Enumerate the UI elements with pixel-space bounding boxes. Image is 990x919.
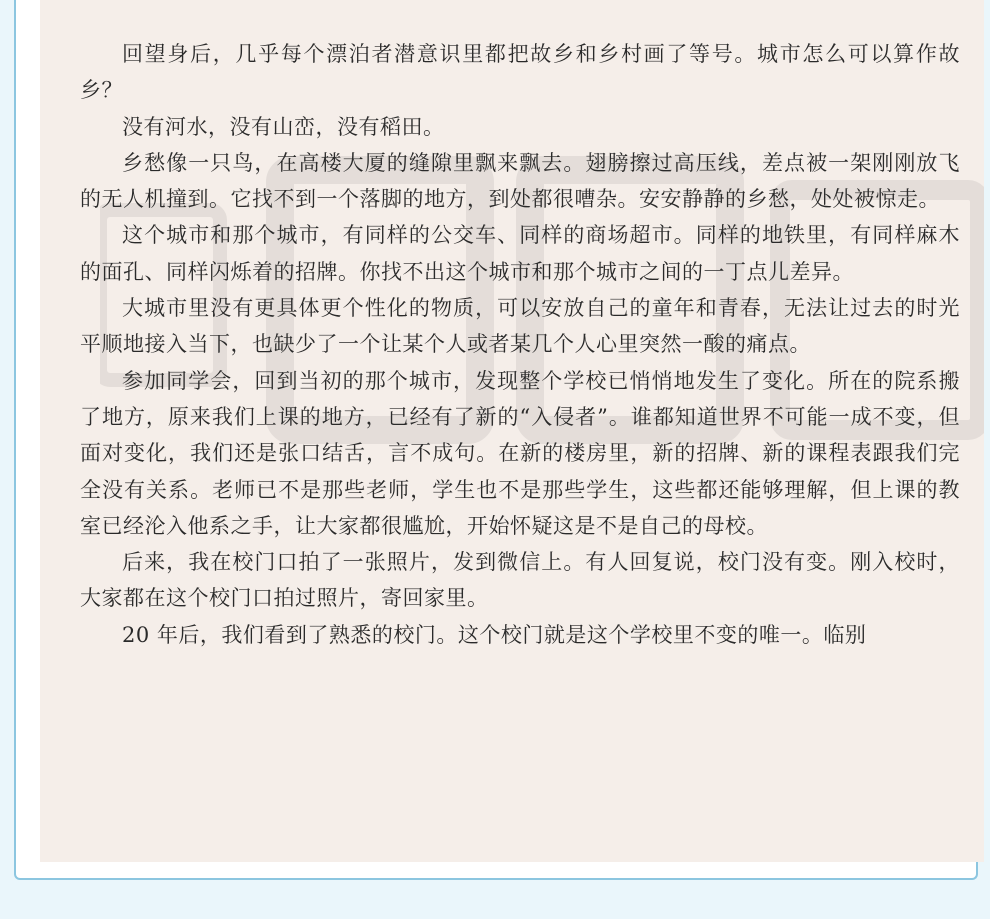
paragraph: 参加同学会，回到当初的那个城市，发现整个学校已悄悄地发生了变化。所在的院系搬了地方，原来我们上课的地方，已经有了新的“入侵者”。谁都知道世界不可能一成不变，但面对变化，我们还是张口结舌，言不成句。在新的楼房里，新的招牌、新的课程表跟我们完全没有关系。老师已不是那些老师，学生也不是那些学生，这些都还能够理解，但上课的教室已经沦入他系之手，让大家都很尴尬，开始怀疑这是不是自己的母校。 <box>80 368 960 538</box>
paragraph: 这个城市和那个城市，有同样的公交车、同样的商场超市。同样的地铁里，有同样麻木的面孔、同样闪烁着的招牌。你找不出这个城市和那个城市之间的一丁点儿差异。 <box>80 223 960 284</box>
paragraph: 后来，我在校门口拍了一张照片，发到微信上。有人回复说，校门没有变。刚入校时，大家都在这个校门口拍过照片，寄回家里。 <box>80 550 960 611</box>
article-body <box>80 36 960 653</box>
paragraph: 没有河水，没有山峦，没有稻田。 <box>122 114 445 139</box>
page-frame <box>14 0 978 880</box>
paragraph: 大城市里没有更具体更个性化的物质，可以安放自己的童年和青春，无法让过去的时光平顺地接入当下，也缺少了一个让某个人或者某几个人心里突然一酸的痛点。 <box>80 296 960 357</box>
paragraph: 乡愁像一只鸟，在高楼大厦的缝隙里飘来飘去。翅膀擦过高压线，差点被一架刚刚放飞的无人机撞到。它找不到一个落脚的地方，到处都很嘈杂。安安静静的乡愁，处处被惊走。 <box>80 150 960 212</box>
paragraph: 20 年后，我们看到了熟悉的校门。这个校门就是这个学校里不变的唯一。临别 <box>122 622 867 647</box>
scanned-page <box>40 0 984 862</box>
paragraph: 回望身后，几乎每个漂泊者潜意识里都把故乡和乡村画了等号。城市怎么可以算作故乡？ <box>80 42 960 103</box>
